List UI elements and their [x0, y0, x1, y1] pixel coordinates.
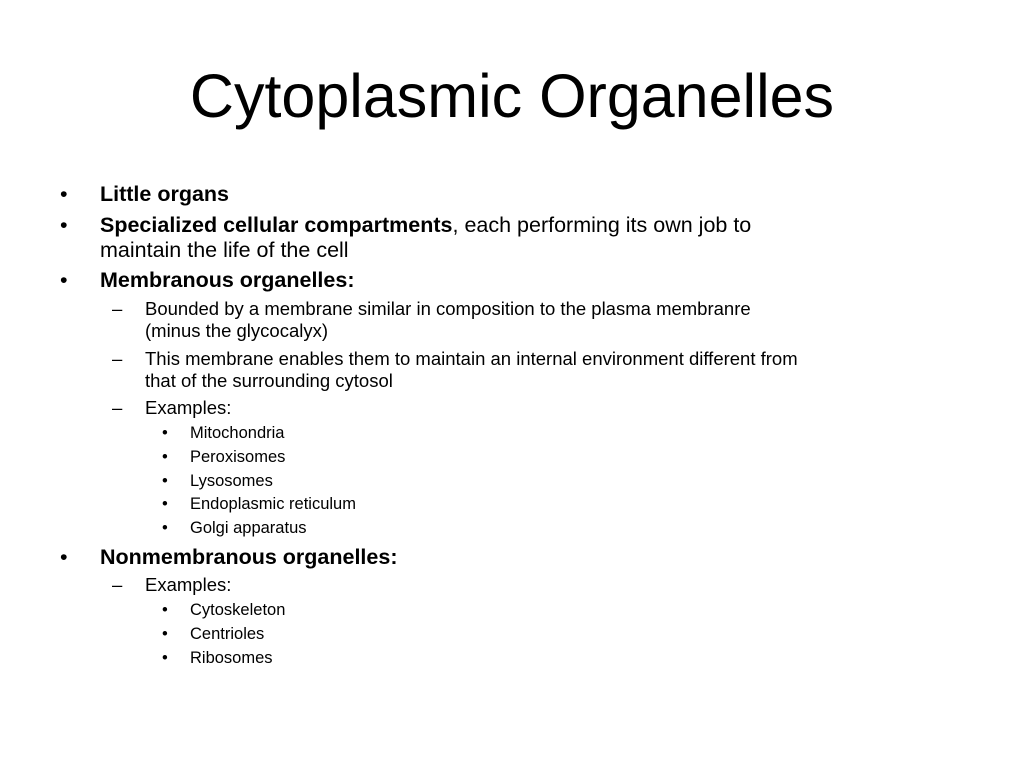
subbullet-text: Bounded by a membrane similar in composition to the plasma membranre — [145, 298, 751, 319]
example-text: Golgi apparatus — [190, 519, 307, 537]
bullet-marker: • — [60, 182, 68, 206]
bullet-membranous-organelles — [60, 268, 355, 292]
bullet-marker: • — [60, 268, 68, 292]
subbullet-bounded-membrane — [112, 298, 751, 320]
bullet-nonmembranous-organelles — [60, 545, 398, 569]
example-item — [162, 447, 286, 467]
bullet-text: Nonmembranous organelles: — [100, 545, 398, 569]
example-item — [162, 423, 285, 443]
example-item — [162, 471, 273, 491]
example-text: Ribosomes — [190, 649, 273, 667]
subbullet-nonmembranous-examples — [112, 574, 232, 596]
example-item — [162, 624, 265, 644]
bullet-marker: • — [162, 424, 168, 442]
dash-marker: – — [112, 348, 123, 369]
bullet-specialized-compartments-cont — [100, 238, 349, 262]
example-item — [162, 494, 356, 514]
bullet-marker: • — [162, 495, 168, 513]
subbullet-text: that of the surrounding cytosol — [145, 370, 393, 391]
bullet-marker: • — [162, 649, 168, 667]
bullet-text: , each performing its own job to — [452, 213, 752, 237]
subbullet-membranous-examples — [112, 397, 232, 419]
dash-marker: – — [112, 397, 123, 418]
example-text: Cytoskeleton — [190, 601, 286, 619]
bullet-text-bold: Specialized cellular compartments — [100, 213, 453, 237]
bullet-marker: • — [60, 213, 68, 237]
bullet-marker: • — [60, 545, 68, 569]
bullet-marker: • — [162, 601, 168, 619]
example-text: Centrioles — [190, 625, 265, 643]
example-text: Lysosomes — [190, 472, 273, 490]
subbullet-text: This membrane enables them to maintain an internal environment different from — [145, 348, 798, 369]
example-item — [162, 518, 307, 538]
example-text: Mitochondria — [190, 424, 285, 442]
bullet-marker: • — [162, 448, 168, 466]
example-item — [162, 600, 286, 620]
dash-marker: – — [112, 298, 123, 319]
subbullet-bounded-membrane-cont — [145, 320, 328, 342]
example-text: Endoplasmic reticulum — [190, 495, 356, 513]
subbullet-internal-environment-cont — [145, 370, 393, 392]
subbullet-text: Examples: — [145, 397, 232, 418]
subbullet-text: Examples: — [145, 574, 232, 595]
slide-title: Cytoplasmic Organelles — [189, 62, 835, 130]
bullet-text: Membranous organelles: — [100, 268, 355, 292]
bullet-little-organs — [60, 182, 230, 206]
example-text: Peroxisomes — [190, 448, 286, 466]
bullet-text: maintain the life of the cell — [100, 238, 349, 262]
subbullet-text: (minus the glycocalyx) — [145, 320, 329, 341]
subbullet-internal-environment — [112, 348, 798, 370]
bullet-specialized-compartments — [60, 213, 752, 237]
bullet-marker: • — [162, 472, 168, 490]
bullet-text: Little organs — [100, 182, 230, 206]
dash-marker: – — [112, 574, 123, 595]
bullet-marker: • — [162, 625, 168, 643]
example-item — [162, 648, 273, 668]
bullet-marker: • — [162, 519, 168, 537]
